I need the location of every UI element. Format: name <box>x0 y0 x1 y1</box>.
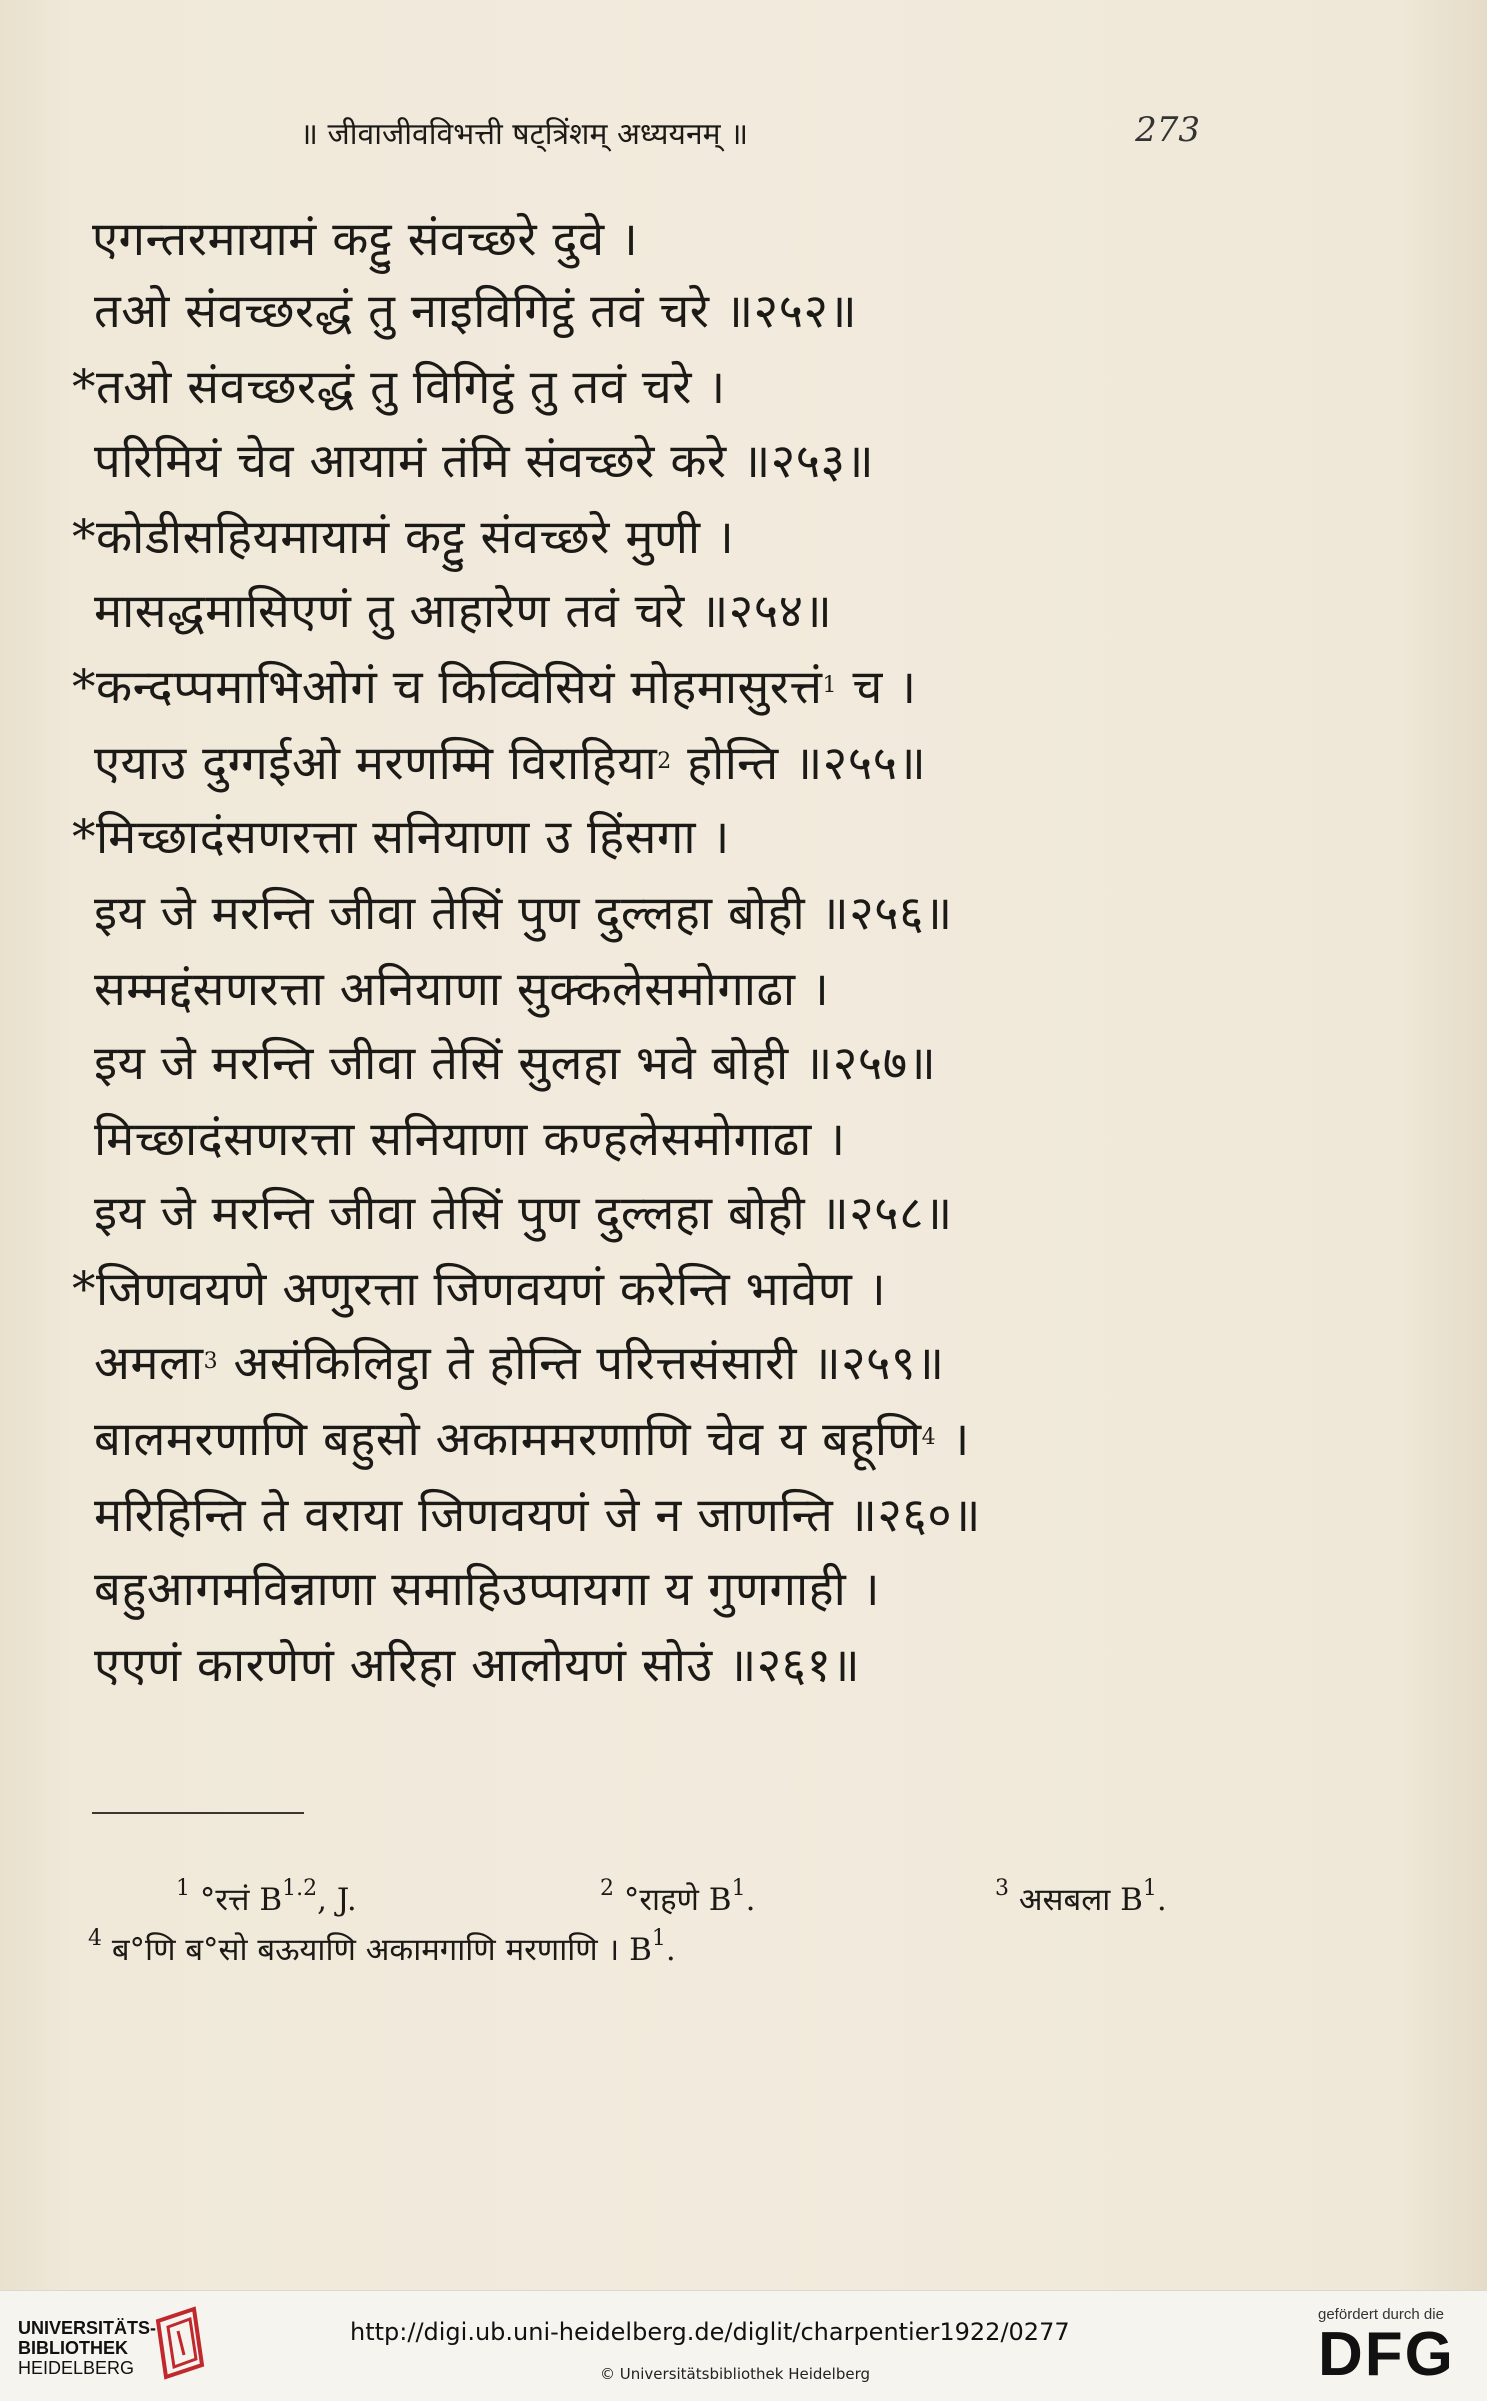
dfg-logo[interactable]: DFG <box>1318 2320 1455 2389</box>
library-emblem-icon <box>150 2303 210 2383</box>
footnote-3 <box>995 1878 1167 1920</box>
verse-text: बालमरणाणि बहुसो अकाममरणाणि चेव य बहूणि <box>94 1412 922 1467</box>
verse-line: मरिहिन्ति ते वराया जिणवयणं जे न जाणन्ति ॥२६०॥ <box>94 1488 981 1543</box>
verse-line: *कोडीसहियमायामं कट्टु संवच्छरे मुणी । <box>72 510 735 565</box>
verse-text: असंकिलिट्ठा ते होन्ति परित्तसंसारी ॥२५९॥ <box>218 1336 945 1391</box>
verse-line: सम्मद्दंसणरत्ता अनियाणा सुक्कलेसमोगाढा । <box>94 962 830 1017</box>
copyright-notice: © Universitätsbibliothek Heidelberg <box>600 2365 871 2383</box>
running-header <box>300 112 1200 162</box>
verse-line: इय जे मरन्ति जीवा तेसिं सुलहा भवे बोही ॥२५७॥ <box>94 1036 937 1091</box>
library-logo[interactable] <box>18 2318 156 2378</box>
verse-line: मासद्धमासिएणं तु आहारेण तवं चरे ॥२५४॥ <box>94 584 833 639</box>
verse-line: एएणं कारणेणं अरिहा आलोयणं सोउं ॥२६१॥ <box>94 1638 861 1693</box>
verse-line: *जिणवयणे अणुरत्ता जिणवयणं करेन्ति भावेण । <box>72 1262 887 1317</box>
footnote-sup: 1 <box>651 1926 666 1951</box>
verse-text: च । <box>837 660 917 715</box>
verse-line <box>94 1334 945 1394</box>
footnote-4 <box>88 1928 676 1970</box>
footnote-2 <box>600 1878 755 1920</box>
verse-line: इय जे मरन्ति जीवा तेसिं पुण दुल्लहा बोही ॥२५६॥ <box>94 886 953 941</box>
funding-label: gefördert durch die <box>1318 2306 1444 2323</box>
footnote-text: ब°णि ब°सो बऊयाणि अकामगाणि मरणाणि । B <box>111 1932 652 1968</box>
chapter-title: ॥ जीवाजीवविभत्ती षट्‌त्रिंशम् अध्ययनम् ॥ <box>300 117 749 152</box>
footnote-sup: 1 <box>731 1876 746 1901</box>
footnote-sup: 1 <box>1142 1876 1157 1901</box>
footnote-divider <box>92 1812 304 1814</box>
verse-line <box>94 1410 970 1470</box>
page-number: 273 <box>1135 110 1200 150</box>
footnote-number: 4 <box>88 1926 102 1951</box>
footnote-number: 3 <box>995 1876 1009 1901</box>
footnote-text: , J. <box>317 1882 357 1918</box>
verse-line: *तओ संवच्छरद्धं तु विगिट्ठं तु तवं चरे । <box>72 360 726 415</box>
verse-text: । <box>936 1412 970 1467</box>
footnote-number: 1 <box>176 1876 190 1901</box>
verse-line <box>72 658 917 718</box>
footnote-text: . <box>665 1932 676 1968</box>
verse-line: तओ संवच्छरद्धं तु नाइविगिट्ठं तवं चरे ॥२५२॥ <box>94 284 858 339</box>
library-name-line: BIBLIOTHEK <box>18 2338 128 2358</box>
footnote-text: . <box>1156 1882 1167 1918</box>
footnote-number: 2 <box>600 1876 614 1901</box>
footnote-ref: 1 <box>822 673 837 698</box>
footnote-text: . <box>745 1882 756 1918</box>
verse-text: *कन्दप्पमाभिओगं च किव्विसियं मोहमासुरत्तं <box>72 660 823 715</box>
verse-line: परिमियं चेव आयामं तंमि संवच्छरे करे ॥२५३॥ <box>94 434 875 489</box>
library-name-line: UNIVERSITÄTS- <box>18 2318 157 2338</box>
permalink-url[interactable]: http://digi.ub.uni-heidelberg.de/diglit/charpentier1922/0277 <box>350 2318 1070 2346</box>
footnote-1 <box>176 1878 357 1920</box>
verse-text: एयाउ दुग्गईओ मरणम्मि विराहिया <box>94 736 658 791</box>
verse-line: *मिच्छादंसणरत्ता सनियाणा उ हिंसगा । <box>72 810 730 865</box>
verse-text: होन्ति ॥२५५॥ <box>671 736 927 791</box>
verse-line: बहुआगमविन्नाणा समाहिउप्पायगा य गुणगाही । <box>94 1562 881 1617</box>
footnote-text: °रत्तं B <box>199 1882 283 1918</box>
verse-line: इय जे मरन्ति जीवा तेसिं पुण दुल्लहा बोही ॥२५८॥ <box>94 1186 953 1241</box>
footnote-sup: 1.2 <box>282 1876 318 1901</box>
verse-text: अमला <box>94 1336 204 1391</box>
footnote-text: °राहणे B <box>623 1882 732 1918</box>
library-name-line: HEIDELBERG <box>18 2358 135 2378</box>
footnote-text: असबला B <box>1018 1882 1143 1918</box>
footnote-ref: 4 <box>921 1425 937 1450</box>
footnote-ref: 2 <box>657 749 672 774</box>
footnote-ref: 3 <box>203 1349 219 1374</box>
verse-line: एगन्तरमायामं कट्टु संवच्छरे दुवे । <box>92 212 639 267</box>
verse-line <box>94 734 926 794</box>
verse-line: मिच्छादंसणरत्ता सनियाणा कण्हलेसमोगाढा । <box>94 1112 846 1167</box>
